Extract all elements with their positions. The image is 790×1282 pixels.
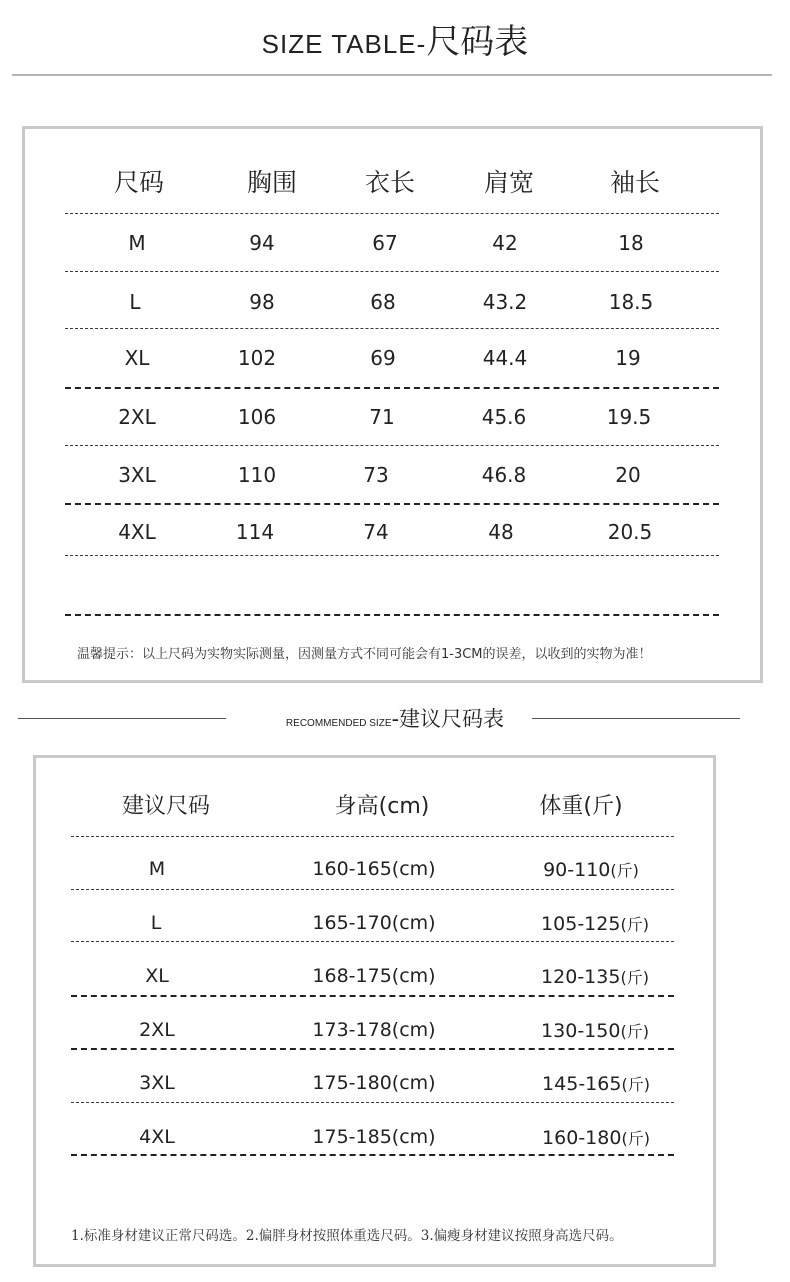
length-cell: 69: [370, 346, 396, 370]
weight-value: 145-165: [542, 1073, 622, 1095]
measurement-note: 温馨提示：以上尺码为实物实际测量，因测量方式不同可能会有1-3CM的误差，以收到的实物为准！: [77, 647, 652, 662]
length-cell: 71: [369, 405, 395, 429]
row-divider: [65, 271, 719, 272]
row-divider: [65, 555, 719, 556]
weight-unit: (斤): [620, 915, 649, 934]
weight-header: 体重(斤): [539, 794, 623, 819]
shoulder-cell: 42: [492, 231, 518, 255]
size-table-title-en: SIZE TABLE-: [261, 29, 427, 59]
size-header: 尺码: [113, 168, 165, 197]
size-cell: M: [148, 858, 166, 880]
weight-unit: (斤): [621, 1129, 650, 1148]
recommended-title-en: RECOMMENDED SIZE: [285, 718, 392, 729]
row-divider: [65, 328, 719, 329]
size-table-title-cn: 尺码表: [426, 22, 529, 62]
title-divider: [12, 74, 772, 76]
table-bottom-divider: [71, 1154, 674, 1156]
weight-value: 105-125: [541, 913, 621, 935]
row-divider: [65, 213, 719, 214]
sleeve-cell: 19: [615, 346, 641, 370]
height-cell: 168-175(cm): [312, 965, 436, 987]
shoulder-cell: 45.6: [481, 405, 527, 429]
sleeve-cell: 20: [615, 463, 641, 487]
row-divider: [65, 445, 719, 446]
row-divider: [71, 1102, 674, 1103]
chest-cell: 106: [237, 405, 277, 429]
weight-value: 120-135: [541, 966, 621, 988]
weight-cell: [543, 858, 639, 881]
row-divider: [71, 889, 674, 890]
recommended-size-table: [33, 755, 716, 1267]
chest-cell: 102: [237, 346, 277, 370]
sleeve-cell: 18.5: [608, 290, 654, 314]
sleeve-header: 袖长: [609, 168, 661, 197]
size-cell: XL: [124, 346, 150, 370]
size-cell: 2XL: [139, 1019, 175, 1041]
weight-unit: (斤): [620, 1022, 649, 1041]
chest-cell: 114: [235, 520, 275, 544]
size-cell: 3XL: [139, 1072, 175, 1094]
chest-cell: 94: [249, 231, 275, 255]
weight-cell: [542, 1126, 650, 1149]
length-cell: 67: [372, 231, 398, 255]
row-divider: [71, 836, 674, 837]
weight-cell: [541, 965, 649, 988]
size-cell: 4XL: [139, 1126, 175, 1148]
recommended-size-header: 建议尺码: [121, 794, 211, 819]
sleeve-cell: 20.5: [607, 520, 653, 544]
weight-unit: (斤): [610, 861, 639, 880]
shoulder-cell: 48: [488, 520, 514, 544]
length-cell: 74: [363, 520, 389, 544]
shoulder-cell: 46.8: [481, 463, 527, 487]
weight-cell: [541, 1019, 649, 1042]
height-cell: 165-170(cm): [312, 912, 436, 934]
sleeve-cell: 19.5: [606, 405, 652, 429]
size-cell: M: [128, 231, 146, 255]
length-cell: 73: [363, 463, 389, 487]
chest-cell: 110: [237, 463, 277, 487]
height-cell: 175-180(cm): [312, 1072, 436, 1094]
length-header: 衣长: [364, 168, 416, 197]
recommendation-note: 1.标准身材建议正常尺码选。2.偏胖身材按照体重选尺码。3.偏瘦身材建议按照身高选尺码。: [71, 1228, 623, 1244]
size-cell: 2XL: [118, 405, 156, 429]
height-header: 身高(cm): [334, 794, 430, 819]
size-cell: XL: [145, 965, 169, 987]
weight-cell: [541, 912, 649, 935]
row-divider: [71, 941, 674, 942]
row-divider: [71, 995, 674, 997]
size-table-title: [0, 14, 790, 63]
weight-value: 90-110: [543, 859, 611, 881]
size-cell: L: [150, 912, 162, 934]
chest-cell: 98: [249, 290, 275, 314]
table-bottom-divider: [65, 614, 719, 616]
size-cell: L: [129, 290, 141, 314]
recommended-right-rule: [532, 718, 740, 719]
size-table: [22, 126, 763, 683]
weight-cell: [542, 1072, 650, 1095]
row-divider: [65, 387, 719, 389]
height-cell: 175-185(cm): [312, 1126, 436, 1148]
recommended-title-cn: -建议尺码表: [391, 707, 505, 731]
weight-value: 130-150: [541, 1020, 621, 1042]
length-cell: 68: [370, 290, 396, 314]
weight-value: 160-180: [542, 1127, 622, 1149]
shoulder-cell: 43.2: [482, 290, 528, 314]
size-cell: 3XL: [118, 463, 156, 487]
weight-unit: (斤): [621, 1075, 650, 1094]
size-cell: 4XL: [118, 520, 156, 544]
height-cell: 160-165(cm): [312, 858, 436, 880]
height-cell: 173-178(cm): [312, 1019, 436, 1041]
sleeve-cell: 18: [618, 231, 644, 255]
shoulder-cell: 44.4: [482, 346, 528, 370]
chest-header: 胸围: [246, 168, 298, 197]
shoulder-header: 肩宽: [483, 168, 535, 197]
row-divider: [65, 503, 719, 505]
weight-unit: (斤): [620, 968, 649, 987]
row-divider: [71, 1048, 674, 1050]
